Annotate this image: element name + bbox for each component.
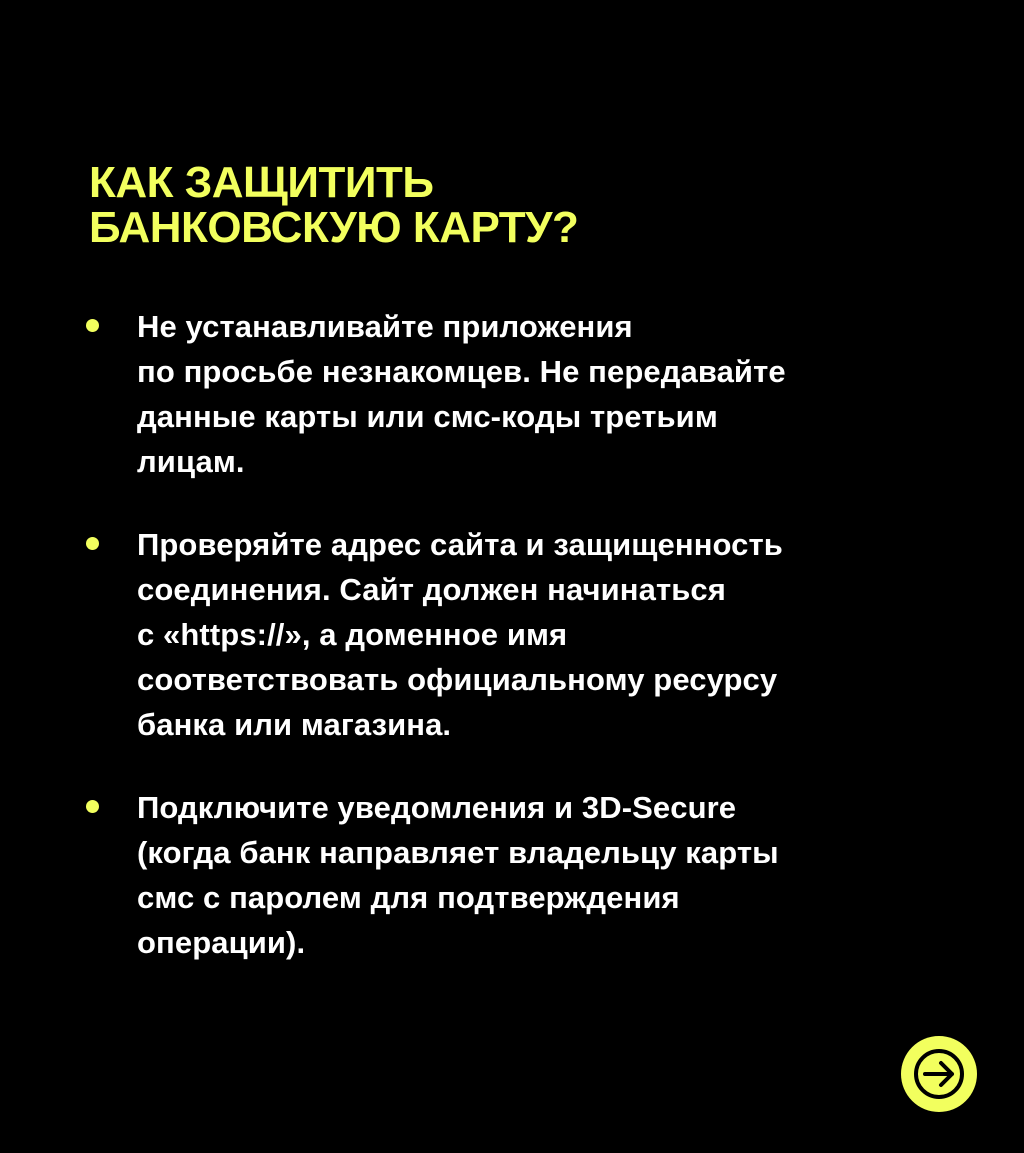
list-item-line: с «https://», а доменное имя: [137, 617, 568, 652]
list-item: [80, 785, 980, 965]
bullet-dot-icon: [86, 537, 99, 550]
bullet-dot-icon: [86, 319, 99, 332]
list-item-line: смс с паролем для подтверждения: [137, 880, 680, 915]
list-item: [80, 522, 980, 747]
title-line: КАК ЗАЩИТИТЬ: [89, 158, 434, 207]
bullet-dot-icon: [86, 800, 99, 813]
next-button[interactable]: [901, 1036, 977, 1112]
list-item-line: лицам.: [137, 444, 245, 479]
list-item-line: Проверяйте адрес сайта и защищенность: [137, 527, 783, 562]
list-item: [80, 304, 980, 484]
list-item-line: данные карты или смс-коды третьим: [137, 399, 718, 434]
list-item-line: соединения. Сайт должен начинаться: [137, 572, 726, 607]
list-item-line: соответствовать официальному ресурсу: [137, 662, 778, 697]
list-item-line: Не устанавливайте приложения: [137, 309, 633, 344]
list-item-line: Подключите уведомления и 3D-Secure: [137, 790, 737, 825]
page-title: [89, 160, 578, 250]
list-item-line: банка или магазина.: [137, 707, 452, 742]
tips-list: [80, 304, 980, 965]
list-item-line: по просьбе незнакомцев. Не передавайте: [137, 354, 786, 389]
list-item-line: (когда банк направляет владельцу карты: [137, 835, 779, 870]
list-item-line: операции).: [137, 925, 306, 960]
title-line: БАНКОВСКУЮ КАРТУ?: [89, 203, 579, 252]
arrow-right-icon: [912, 1047, 966, 1101]
